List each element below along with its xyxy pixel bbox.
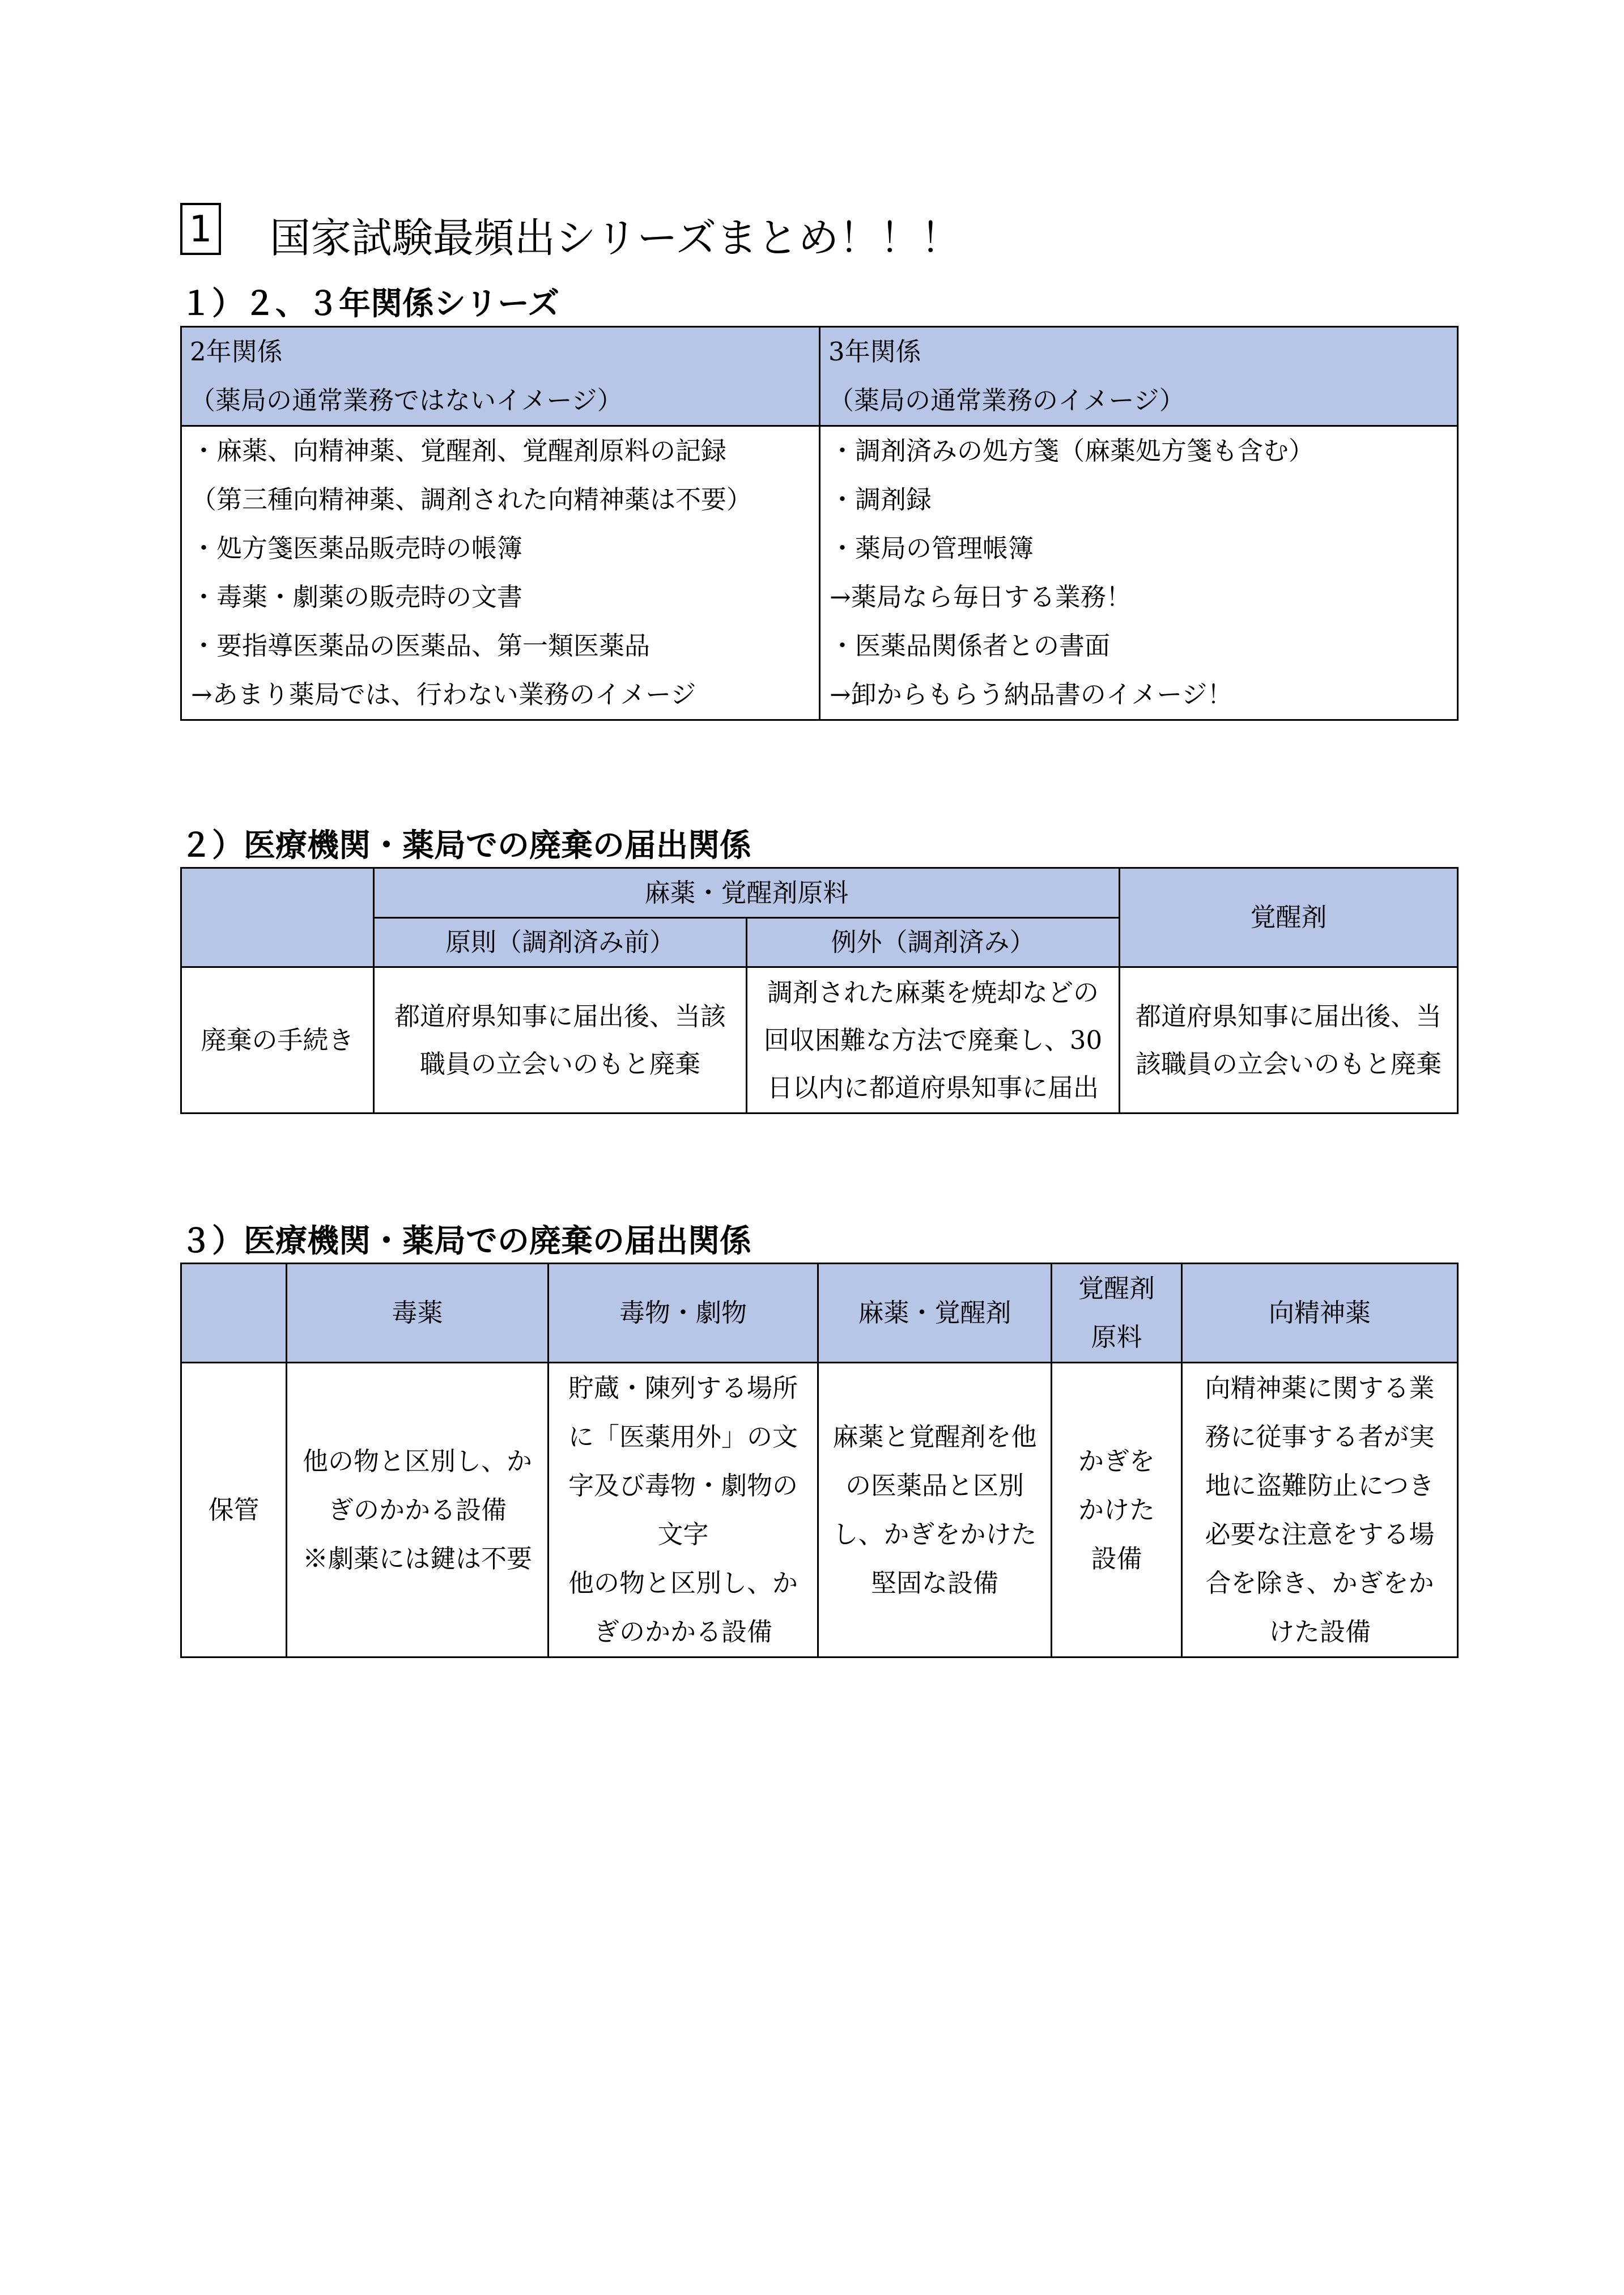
cell-line: 麻薬と覚醒剤を他 [832, 1421, 1037, 1452]
cell-line: 他の物と区別し、か [568, 1567, 798, 1598]
storage-row-label: 保管 [181, 1363, 287, 1658]
two-year-header [181, 327, 820, 426]
cell-line: の医薬品と区別 [845, 1470, 1024, 1501]
list-item: ・毒薬・劇薬の販売時の文書 [191, 582, 523, 612]
cell-line: 他の物と区別し、か [302, 1446, 532, 1476]
stimulant-cell [1120, 967, 1458, 1114]
principle-header: 原則（調剤済み前） [374, 918, 747, 967]
disposal-table [180, 867, 1459, 1114]
three-year-items [820, 426, 1458, 720]
cell-line: 必要な注意をする場 [1205, 1519, 1435, 1549]
list-item: →卸からもらう納品書のイメージ！ [830, 679, 1233, 709]
cell-line: ぎのかかる設備 [593, 1616, 772, 1647]
cell-line: し、かぎをかけた [832, 1519, 1037, 1549]
psychotropic-header: 向精神薬 [1182, 1264, 1458, 1363]
list-item: ・処方箋医薬品販売時の帳簿 [191, 533, 523, 563]
two-year-header-title: 2年関係 [190, 337, 283, 367]
list-item: ・調剤録 [830, 484, 932, 515]
exception-header: 例外（調剤済み） [747, 918, 1120, 967]
list-item: →薬局なら毎日する業務！ [830, 582, 1132, 612]
cell-line: ※劇薬には鍵は不要 [302, 1543, 532, 1574]
three-year-header-note: （薬局の通常業務のイメージ） [828, 385, 1185, 415]
cell-line: かぎを [1078, 1446, 1155, 1476]
cell-line: 設備 [1091, 1543, 1142, 1574]
cell-line: けた設備 [1268, 1616, 1371, 1647]
cell-line: 回収困難な方法で廃棄し、30 [763, 1025, 1103, 1055]
cell-line: に「医薬用外」の文 [568, 1421, 798, 1452]
cell-line: 都道府県知事に届出後、当該 [394, 1001, 726, 1031]
poison-header: 毒薬 [287, 1264, 549, 1363]
cell-line: 地に盗難防止につき [1205, 1470, 1435, 1501]
poisonous-substances-header: 毒物・劇物 [549, 1264, 818, 1363]
list-item: ・要指導医薬品の医薬品、第一類医薬品 [191, 631, 651, 661]
exception-cell [747, 967, 1120, 1114]
principle-cell [374, 967, 747, 1114]
cell-line: 務に従事する者が実 [1205, 1421, 1435, 1452]
cell-line: かけた [1078, 1494, 1155, 1525]
list-item: ・調剤済みの処方箋（麻薬処方箋も含む） [830, 436, 1315, 466]
list-item: ・医薬品関係者との書面 [830, 631, 1111, 661]
list-item: ・薬局の管理帳簿 [830, 533, 1034, 563]
list-item: →あまり薬局では、行わない業務のイメージ [191, 679, 696, 709]
title-number-box [180, 203, 221, 255]
cell-line: 貯蔵・陳列する場所 [568, 1372, 798, 1403]
title-number: 1 [189, 209, 212, 250]
psychotropic-storage-cell [1182, 1363, 1458, 1658]
cell-line: 向精神薬に関する業 [1205, 1372, 1435, 1403]
two-year-header-note: （薬局の通常業務ではないイメージ） [190, 385, 623, 415]
storage-table [180, 1263, 1459, 1658]
disposal-row-label: 廃棄の手続き [181, 967, 374, 1114]
cell-line: 字及び毒物・劇物の [568, 1470, 798, 1501]
three-year-header-title: 3年関係 [828, 337, 921, 367]
cell-line: 都道府県知事に届出後、当 [1136, 1001, 1442, 1031]
list-item: （第三種向精神薬、調剤された向精神薬は不要） [191, 484, 753, 515]
three-year-header [820, 327, 1458, 426]
section3-heading: ３）医療機関・薬局での廃棄の届出関係 [180, 1223, 751, 1260]
storage-corner-cell [181, 1264, 287, 1363]
section1-heading: １）２、３年関係シリーズ [180, 286, 560, 322]
cell-line: 堅固な設備 [870, 1567, 998, 1598]
narcotics-group-header: 麻薬・覚醒剤原料 [374, 868, 1120, 918]
cell-line: ぎのかかる設備 [328, 1494, 507, 1525]
cell-line: 合を除き、かぎをか [1205, 1567, 1434, 1598]
list-item: ・麻薬、向精神薬、覚醒剤、覚醒剤原料の記録 [191, 436, 727, 466]
page-title: 国家試験最頻出シリーズまとめ！！！ [270, 214, 962, 262]
cell-line: 職員の立会いのもと廃棄 [419, 1048, 700, 1079]
stimulant-raw-header [1052, 1264, 1182, 1363]
cell-line: 調剤された麻薬を焼却などの [767, 977, 1099, 1008]
disposal-corner-cell [181, 868, 374, 967]
cell-line: 覚醒剤 [1078, 1273, 1155, 1303]
year-records-table [180, 326, 1459, 721]
cell-line: 該職員の立会いのもと廃棄 [1136, 1048, 1442, 1079]
poison-storage-cell [287, 1363, 549, 1658]
cell-line: 原料 [1091, 1322, 1142, 1352]
two-year-items [181, 426, 820, 720]
narcotics-stimulants-storage-cell [818, 1363, 1052, 1658]
stimulant-raw-storage-cell [1052, 1363, 1182, 1658]
narcotics-stimulants-header: 麻薬・覚醒剤 [818, 1264, 1052, 1363]
poisonous-substances-storage-cell [549, 1363, 818, 1658]
cell-line: 日以内に都道府県知事に届出 [767, 1072, 1099, 1103]
section2-heading: ２）医療機関・薬局での廃棄の届出関係 [180, 827, 751, 864]
cell-line: 文字 [657, 1519, 709, 1549]
stimulant-header: 覚醒剤 [1120, 868, 1458, 967]
